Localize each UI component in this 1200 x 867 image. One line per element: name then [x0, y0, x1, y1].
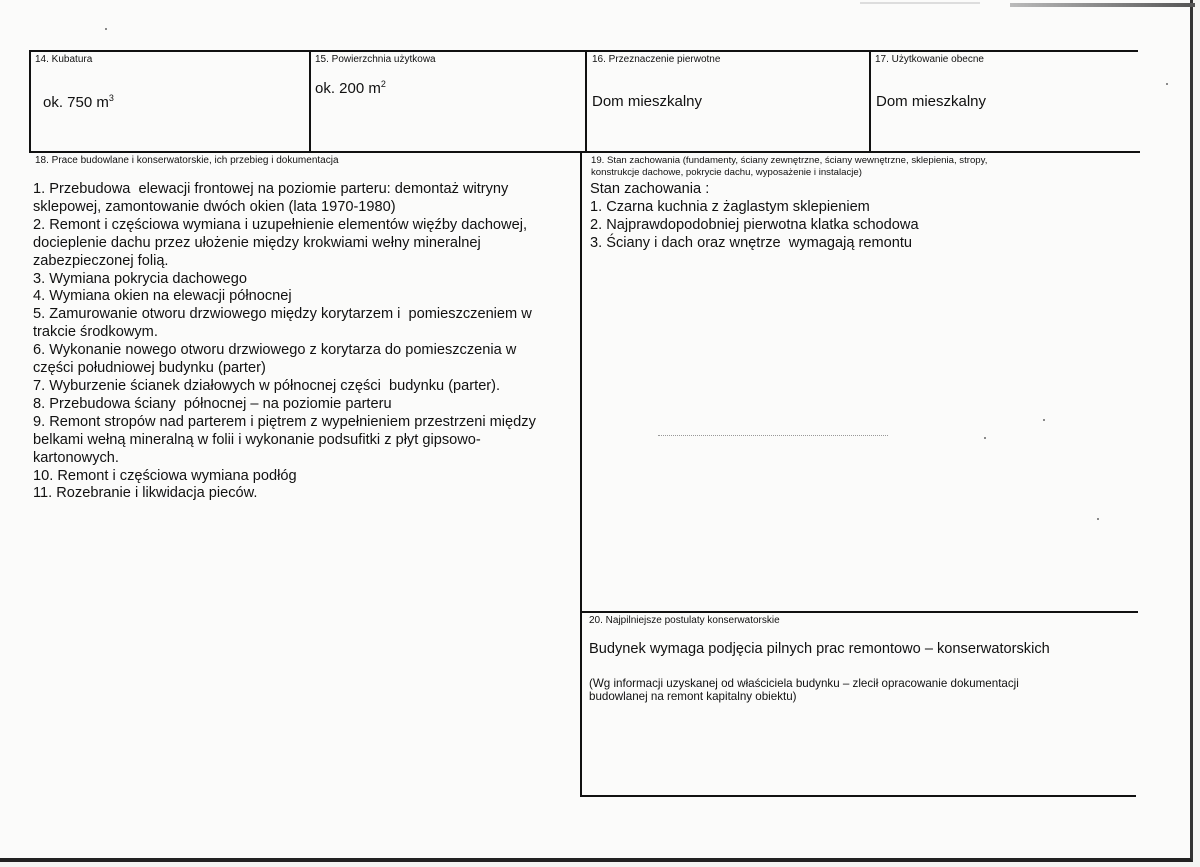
field-20-note-line2: budowlanej na remont kapitalny obiektu) — [589, 690, 797, 703]
field-14-value — [43, 94, 114, 112]
field-19-label-line2: konstrukcje dachowe, pokrycie dachu, wyposażenie i instalacje) — [591, 167, 862, 178]
rule-v3 — [869, 50, 871, 153]
works-line: 2. Remont i częściowa wymiana i uzupełnienie elementów więźby dachowej, — [33, 216, 527, 233]
works-line: zabezpieczonej folią. — [33, 252, 169, 269]
rule-bottom — [581, 795, 1136, 797]
works-line: 8. Przebudowa ściany północnej – na poziomie parteru — [33, 395, 392, 412]
field-20-main-text: Budynek wymaga podjęcia pilnych prac remontowo – konserwatorskich — [589, 641, 1050, 657]
scan-artifact — [1043, 419, 1045, 421]
rule-v1 — [309, 50, 311, 153]
rule-f20 — [581, 611, 1138, 613]
field-18-label: 18. Prace budowlane i konserwatorskie, ich przebieg i dokumentacja — [35, 155, 339, 166]
area-text: ok. 200 m — [315, 80, 381, 97]
scan-artifact — [1097, 518, 1099, 520]
scan-artifact — [105, 28, 107, 30]
scan-mark — [1010, 3, 1195, 7]
condition-line: 1. Czarna kuchnia z żaglastym sklepieniem — [590, 198, 870, 215]
works-line: 11. Rozebranie i likwidacja pieców. — [33, 485, 258, 502]
field-17-value: Dom mieszkalny — [876, 93, 987, 110]
works-line: sklepowej, zamontowanie dwóch okien (lata 1970-1980) — [33, 198, 396, 215]
condition-line: 3. Ściany i dach oraz wnętrze wymagają remontu — [590, 234, 913, 251]
works-line: trakcie środkowym. — [33, 324, 158, 341]
field-17-label: 17. Użytkowanie obecne — [875, 54, 984, 65]
works-line: 7. Wyburzenie ścianek działowych w północnej części budynku (parter). — [33, 377, 501, 394]
condition-line: Stan zachowania : — [590, 181, 710, 197]
scan-mark — [860, 2, 980, 4]
field-16-label: 16. Przeznaczenie pierwotne — [592, 54, 721, 65]
works-line: 3. Wymiana pokrycia dachowego — [33, 270, 248, 287]
works-line: 1. Przebudowa elewacji frontowej na poziomie parteru: demontaż witryny — [33, 181, 509, 197]
works-line: 6. Wykonanie nowego otworu drzwiowego z korytarza do pomieszczenia w — [33, 342, 517, 359]
field-16-value: Dom mieszkalny — [592, 93, 703, 110]
scan-artifact — [1166, 83, 1168, 85]
condition-line: 2. Najprawdopodobniej pierwotna klatka schodowa — [590, 216, 919, 233]
works-line: 5. Zamurowanie otworu drzwiowego między korytarzem i pomieszczeniem w — [33, 306, 532, 323]
works-line: 9. Remont stropów nad parterem i piętrem z wypełnieniem przestrzeni między — [33, 413, 536, 430]
works-line: 10. Remont i częściowa wymiana podłóg — [33, 467, 297, 484]
field-18-works-list — [33, 181, 536, 503]
works-line: 4. Wymiana okien na elewacji północnej — [33, 288, 292, 305]
works-line: belkami wełną mineralną w folii i wykonanie podsufitki z płyt gipsowo- — [33, 431, 481, 448]
field-19-label-line1: 19. Stan zachowania (fundamenty, ściany zewnętrzne, ściany wewnętrzne, sklepienia, stropy, — [591, 155, 988, 166]
field-19-condition-list — [590, 181, 919, 253]
field-15-label: 15. Powierzchnia użytkowa — [315, 54, 436, 65]
rule-left — [29, 50, 31, 153]
kubatura-unit-exponent: 3 — [108, 93, 114, 103]
works-line: kartonowych. — [33, 449, 119, 466]
works-line: docieplenie dachu przez ułożenie między krokwiami wełny mineralnej — [33, 234, 481, 251]
field-20-label: 20. Najpilniejsze postulaty konserwatorskie — [589, 615, 780, 626]
kubatura-text: ok. 750 m — [43, 94, 109, 111]
works-line: części południowej budynku (parter) — [33, 360, 266, 377]
field-15-value — [315, 80, 386, 98]
rule-top — [29, 50, 1138, 52]
area-unit-exponent: 2 — [380, 79, 386, 89]
scan-artifact — [658, 435, 888, 437]
rule-mid — [580, 151, 582, 797]
scan-artifact — [984, 437, 986, 439]
field-14-label: 14. Kubatura — [35, 54, 93, 65]
field-20-note-line1: (Wg informacji uzyskanej od właściciela budynku – zlecił opracowanie dokumentacji — [589, 677, 1019, 690]
rule-v2 — [585, 50, 587, 153]
